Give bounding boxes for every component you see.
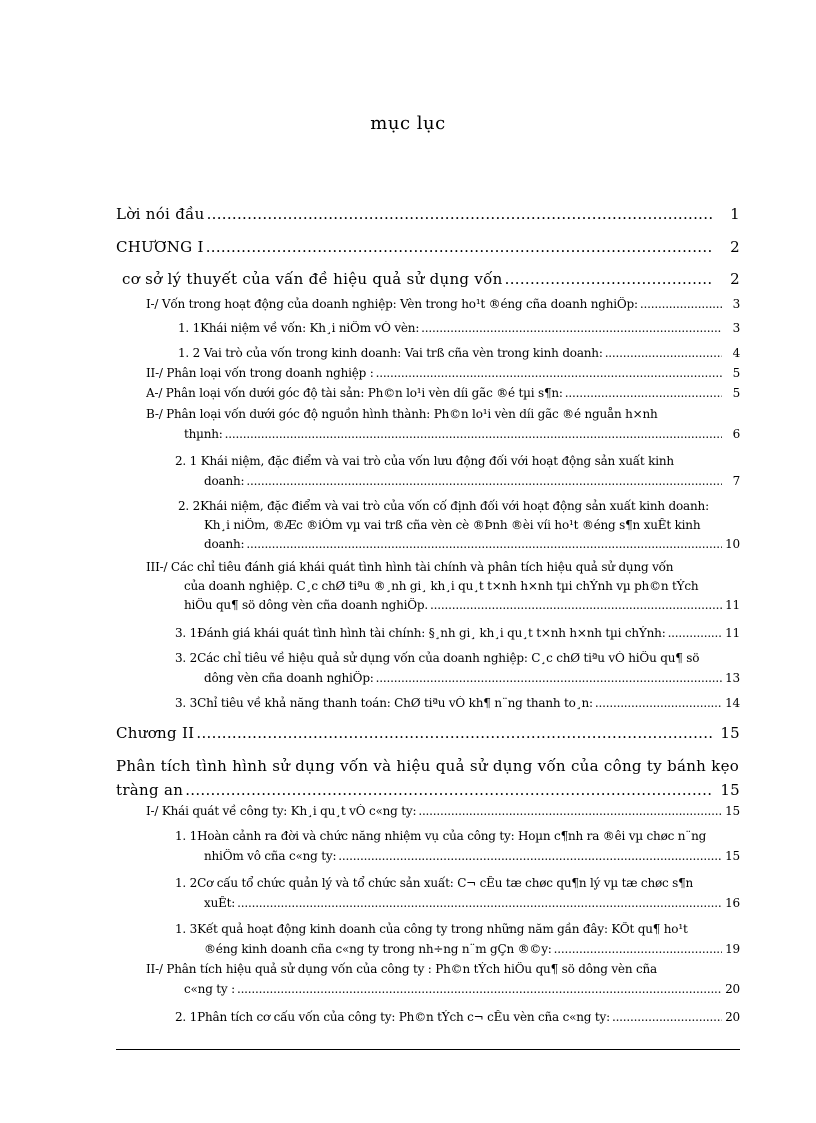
toc-entry-text: 1. 2 Vai trò của vốn trong kinh doanh: Vai trß cña vèn trong kinh doanh: [178, 346, 603, 360]
toc-entry-text-cont: c«ng ty : [184, 982, 235, 996]
toc-entry-text: 1. 2Cơ cấu tổ chức quản lý và tổ chức sản xuất: C¬ cÊu tæ chøc qu¶n lý vµ tæ chøc s¶n [175, 876, 694, 890]
toc-entry[interactable] [178, 346, 740, 360]
toc-entry[interactable] [175, 696, 740, 710]
toc-leader [246, 474, 722, 488]
toc-page-number: 5 [732, 386, 740, 400]
toc-page-number: 20 [725, 982, 740, 996]
toc-entry-text: Lời nói đầu [116, 205, 205, 223]
toc-entry[interactable] [175, 651, 740, 685]
toc-page-number: 6 [732, 427, 740, 441]
toc-page-number: 14 [725, 696, 740, 710]
toc-entry-text: Chương II [116, 724, 195, 742]
toc-page-number: 15 [720, 724, 740, 742]
toc-entry-text: 1. 1Hoàn cảnh ra đời và chức năng nhiệm vụ của công ty: Hoµn c¶nh ra ®êi vµ chøc n¨ng [175, 829, 707, 843]
toc-entry-text: III-/ Các chỉ tiêu đánh giá khái quát tình hình tài chính và phân tích hiệu quả sử dụng vốn [146, 560, 674, 574]
toc-leader [595, 696, 722, 710]
toc-entry-text-cont: dông vèn cña doanh nghiÖp: [204, 671, 374, 685]
toc-entry-text-cont: của doanh nghiệp. C¸c chØ tiªu ®¸nh gi¸ kh¸i qu¸t t×nh h×nh tµi chÝnh vµ ph©n tÝch [184, 579, 699, 593]
toc-page-number: 11 [725, 598, 740, 612]
toc-leader [505, 270, 712, 288]
toc-entry[interactable] [116, 757, 740, 799]
toc-entry-text: Phân tích tình hình sử dụng vốn và hiệu quả sử dụng vốn của công ty bánh kẹo [116, 757, 740, 775]
toc-entry-text: 3. 3Chỉ tiêu về khả năng thanh toán: ChØ tiªu vÒ kh¶ n¨ng thanh to¸n: [175, 696, 593, 710]
toc-entry[interactable] [146, 386, 740, 400]
toc-page-number: 1 [730, 205, 740, 223]
footer-rule [116, 1049, 740, 1050]
toc-entry[interactable] [116, 205, 740, 223]
toc-leader [196, 724, 712, 742]
toc-page-number: 11 [725, 626, 740, 640]
toc-entry-text: 1. 1Khái niệm về vốn: Kh¸i niÖm vÒ vèn: [178, 321, 420, 335]
toc-entry[interactable] [175, 454, 740, 488]
toc-entry-text: I-/ Khái quát về công ty: Kh¸i qu¸t vÒ c«ng ty: [146, 804, 417, 818]
toc-entry[interactable] [146, 407, 740, 441]
toc-entry-text-cont: doanh: [204, 537, 245, 551]
toc-leader [430, 598, 722, 612]
toc-page-number: 3 [732, 297, 740, 311]
toc-entry-text-cont: thµnh: [184, 427, 223, 441]
toc-entry-text: CHƯƠNG I [116, 238, 204, 256]
toc-entry[interactable] [175, 829, 740, 863]
toc-page-number: 16 [725, 896, 740, 910]
toc-page-number: 3 [732, 321, 740, 335]
toc-page-number: 2 [730, 238, 740, 256]
toc-page-number: 15 [725, 849, 740, 863]
toc-entry-text: I-/ Vốn trong hoạt động của doanh nghiệp: Vèn trong ho¹t ®éng cña doanh nghiÖp: [146, 297, 638, 311]
toc-entry-text-cont: Kh¸i niÖm, ®Æc ®iÓm vµ vai trß cña vèn cè ®Þnh ®èi víi ho¹t ®éng s¶n xuÊt kinh [204, 518, 701, 532]
toc-entry-text: 2. 1 Khái niệm, đặc điểm và vai trò của vốn lưu động đối với hoạt động sản xuất kinh [175, 454, 674, 468]
toc-entry-text: 1. 3Kết quả hoạt động kinh doanh của công ty trong những năm gần đây: KÕt qu¶ ho¹t [175, 922, 688, 936]
toc-entry[interactable] [146, 962, 740, 996]
toc-entry[interactable] [178, 321, 740, 335]
toc-entry-text: 2. 2Khái niệm, đặc điểm và vai trò của vốn cố định đối với hoạt động sản xuất kinh doanh: [178, 499, 709, 513]
toc-page-number: 15 [725, 804, 740, 818]
toc-entry-text-cont: xuÊt: [204, 896, 236, 910]
toc-leader [206, 238, 712, 256]
toc-entry-text: 2. 1Phân tích cơ cấu vốn của công ty: Ph©n tÝch c¬ cÊu vèn cña c«ng ty: [175, 1010, 610, 1024]
toc-leader [246, 537, 722, 551]
toc-leader [237, 982, 722, 996]
toc-entry[interactable] [175, 626, 740, 640]
toc-entry[interactable] [122, 270, 740, 288]
toc-entry-text-cont: doanh: [204, 474, 245, 488]
toc-entry[interactable] [175, 1010, 740, 1024]
toc-leader [185, 781, 712, 799]
toc-entry[interactable] [116, 724, 740, 742]
toc-entry-text-cont: ®éng kinh doanh cña c«ng ty trong nh÷ng n¨m gÇn ®©y: [204, 942, 552, 956]
toc-leader [418, 804, 722, 818]
toc-leader [421, 321, 722, 335]
toc-entry-text: II-/ Phân loại vốn trong doanh nghiệp : [146, 366, 374, 380]
toc-page-number: 15 [720, 781, 740, 799]
toc-entry-text-cont: hiÖu qu¶ sö dông vèn cña doanh nghiÖp. [184, 598, 429, 612]
toc-leader [225, 427, 722, 441]
toc-leader [554, 942, 722, 956]
toc-entry[interactable] [175, 876, 740, 910]
toc-page-number: 10 [725, 537, 740, 551]
toc-page-number: 5 [732, 366, 740, 380]
toc-entry-text: 3. 1Đánh giá khái quát tình hình tài chính: §¸nh gi¸ kh¸i qu¸t t×nh h×nh tµi chÝnh: [175, 626, 666, 640]
toc-entry[interactable] [146, 297, 740, 311]
toc-leader [207, 205, 712, 223]
toc-entry-text-cont: nhiÖm vô cña c«ng ty: [204, 849, 337, 863]
toc-entry-text: B-/ Phân loại vốn dưới góc độ nguồn hình thành: Ph©n lo¹i vèn díi gãc ®é nguån h×nh [146, 407, 658, 421]
toc-page-number: 20 [725, 1010, 740, 1024]
toc-leader [605, 346, 722, 360]
toc-leader [565, 386, 722, 400]
toc-entry[interactable] [175, 922, 740, 956]
toc-leader [376, 366, 722, 380]
toc-entry-text: II-/ Phân tích hiệu quả sử dụng vốn của công ty : Ph©n tÝch hiÖu qu¶ sö dông vèn cña [146, 962, 657, 976]
toc-entry-text: cơ sở lý thuyết của vấn đề hiệu quả sử dụng vốn [122, 270, 503, 288]
toc-entry[interactable] [146, 560, 740, 612]
toc-page-number: 4 [732, 346, 740, 360]
toc-entry[interactable] [146, 366, 740, 380]
toc-entry[interactable] [116, 238, 740, 256]
toc-entry[interactable] [146, 804, 740, 818]
toc-page-number: 7 [732, 474, 740, 488]
toc-leader [338, 849, 722, 863]
toc-leader [640, 297, 722, 311]
toc-leader [376, 671, 722, 685]
page-title: mục lục [370, 113, 446, 134]
toc-entry[interactable] [178, 499, 740, 551]
toc-leader [668, 626, 722, 640]
toc-entry-text: A-/ Phân loại vốn dưới góc độ tài sản: Ph©n lo¹i vèn díi gãc ®é tµi s¶n: [146, 386, 563, 400]
toc-page-number: 2 [730, 270, 740, 288]
toc-page-number: 13 [725, 671, 740, 685]
toc-entry-text-cont: tràng an [116, 781, 184, 799]
toc-leader [237, 896, 722, 910]
toc-entry-text: 3. 2Các chỉ tiêu về hiệu quả sử dụng vốn của doanh nghiệp: C¸c chØ tiªu vÒ hiÖu qu¶ sö [175, 651, 700, 665]
toc-leader [612, 1010, 722, 1024]
toc-page-number: 19 [725, 942, 740, 956]
